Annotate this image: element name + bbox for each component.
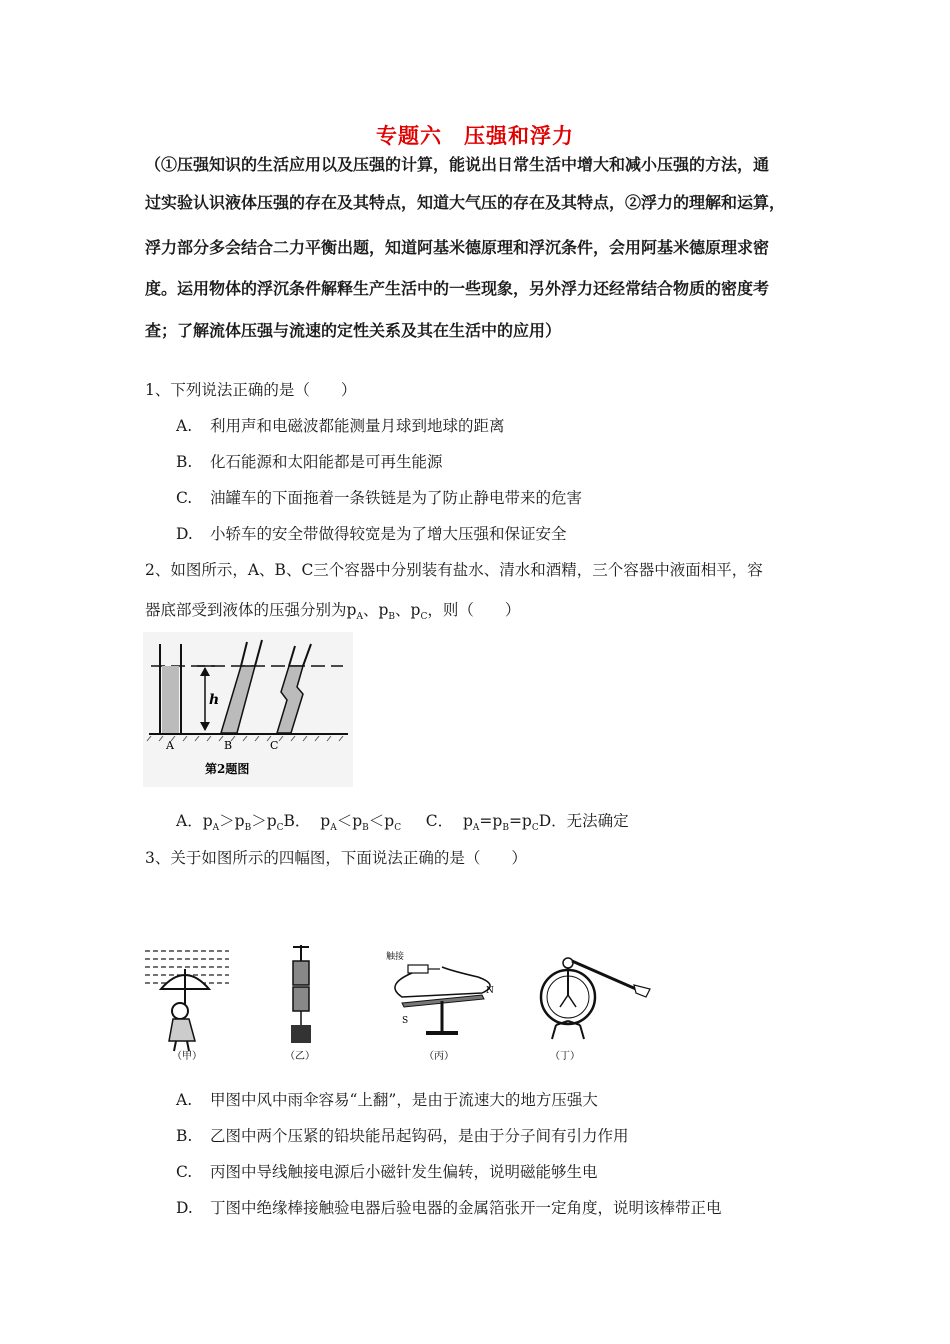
option-text: 油罐车的下面拖着一条铁链是为了防止静电带来的危害 — [210, 489, 583, 507]
q2-stem-suffix: ，则（ ） — [427, 601, 521, 619]
q3-stem: 3、关于如图所示的四幅图，下面说法正确的是（ ） — [145, 849, 527, 867]
q3-figure-ding — [536, 945, 656, 1060]
label-b: B — [224, 739, 233, 752]
q2-stem-text: 器底部受到液体的压强分别为p — [145, 601, 357, 619]
option-label: C. — [176, 1163, 193, 1181]
q2-figure-containers — [143, 632, 353, 787]
q1-option-c — [176, 486, 582, 508]
q1-stem: 1、下列说法正确的是（ ） — [145, 381, 357, 399]
q3-figure-jia — [143, 945, 233, 1060]
option-label: B. — [176, 1127, 193, 1145]
s-label: S — [402, 1016, 409, 1026]
q1-option-a — [176, 414, 505, 436]
caption-bing: （丙） — [424, 1051, 454, 1060]
option-label: A. — [176, 417, 193, 435]
option-text: 利用声和电磁波都能测量月球到地球的距离 — [210, 417, 505, 435]
q3-option-d — [176, 1196, 722, 1218]
touch-label: 触接 — [386, 952, 405, 962]
subscript-b: B — [502, 823, 509, 834]
intro-line-4: 度。运用物体的浮沉条件解释生产生活中的一些现象，另外浮力还经常结合物质的密度考 — [145, 279, 770, 298]
label-c: C — [270, 739, 279, 752]
q2-option-b: B． $p_A<p_B<p_C$ — [283, 812, 402, 834]
option-text: 丙图中导线触接电源后小磁针发生偏转，说明磁能够生电 — [210, 1163, 598, 1181]
option-label: C. — [176, 489, 193, 507]
subscript-c: C — [394, 823, 402, 834]
subscript-c: C — [420, 612, 428, 623]
caption-jia: （甲） — [172, 1051, 202, 1060]
option-text: 甲图中风中雨伞容易“上翻”，是由于流速大的地方压强大 — [210, 1091, 598, 1109]
q3-option-b — [176, 1124, 629, 1146]
option-text: 化石能源和太阳能都是可再生能源 — [210, 453, 443, 471]
option-text: 乙图中两个压紧的铅块能吊起钩码，是由于分子间有引力作用 — [210, 1127, 629, 1145]
subscript-c: C — [276, 823, 284, 834]
q2-option-a: A．$p_A>p_B>p_C$ — [176, 812, 284, 834]
q3-option-c — [176, 1160, 598, 1182]
q3-figure-yi — [281, 945, 321, 1060]
option-text: 小轿车的安全带做得较宽是为了增大压强和保证安全 — [210, 525, 567, 543]
q3-figure-bing — [382, 945, 507, 1060]
label-a: A — [166, 739, 174, 752]
page-title: 专题六 压强和浮力 — [376, 123, 574, 148]
intro-line-5: 查；了解流体压强与流速的定性关系及其在生活中的应用） — [145, 321, 562, 340]
subscript-a: A — [330, 823, 337, 834]
figure-caption: 第2题图 — [205, 762, 250, 776]
option-label: A． — [176, 812, 203, 830]
intro-line-3: 浮力部分多会结合二力平衡出题，知道阿基米德原理和浮沉条件，会用阿基米德原理求密 — [145, 238, 770, 257]
n-label: N — [486, 986, 494, 996]
intro-line-2: 过实验认识液体压强的存在及其特点，知道大气压的存在及其特点，②浮力的理解和运算， — [145, 193, 786, 212]
subscript-b: B — [362, 823, 369, 834]
option-text: 丁图中绝缘棒接触验电器后验电器的金属箔张开一定角度，说明该棒带正电 — [210, 1199, 722, 1217]
subscript-b: B — [388, 612, 395, 623]
caption-ding: （丁） — [550, 1051, 580, 1060]
option-label: B． — [283, 812, 311, 830]
option-label: B. — [176, 453, 193, 471]
option-label: D. — [176, 1199, 193, 1217]
caption-yi: （乙） — [285, 1051, 315, 1060]
q2-stem-line-1: 2、如图所示，A、B、C三个容器中分别装有盐水、清水和酒精，三个容器中液面相平，容 — [145, 561, 763, 579]
h-label: h — [209, 692, 220, 708]
q2-option-d: D．无法确定 — [538, 812, 629, 830]
subscript-c: C — [531, 823, 539, 834]
q2-options — [176, 809, 629, 833]
option-label: C． — [425, 812, 454, 830]
subscript-a: A — [356, 612, 363, 623]
subscript-b: B — [244, 823, 252, 834]
q1-option-b — [176, 450, 443, 472]
q3-option-a — [176, 1088, 598, 1110]
option-label: D. — [176, 525, 193, 543]
intro-line-1: （①压强知识的生活应用以及压强的计算，能说出日常生活中增大和减小压强的方法，通 — [145, 155, 770, 174]
option-label: A. — [176, 1091, 193, 1109]
q2-stem-line-2: 器底部受到液体的压强分别为$p_A$、$p_B$、$p_C$，则（ ） — [145, 601, 521, 623]
q2-option-c: C． $p_A=p_B=p_C$ — [425, 812, 539, 834]
q1-option-d — [176, 522, 567, 544]
subscript-a: A — [212, 823, 220, 834]
subscript-a: A — [472, 823, 480, 834]
